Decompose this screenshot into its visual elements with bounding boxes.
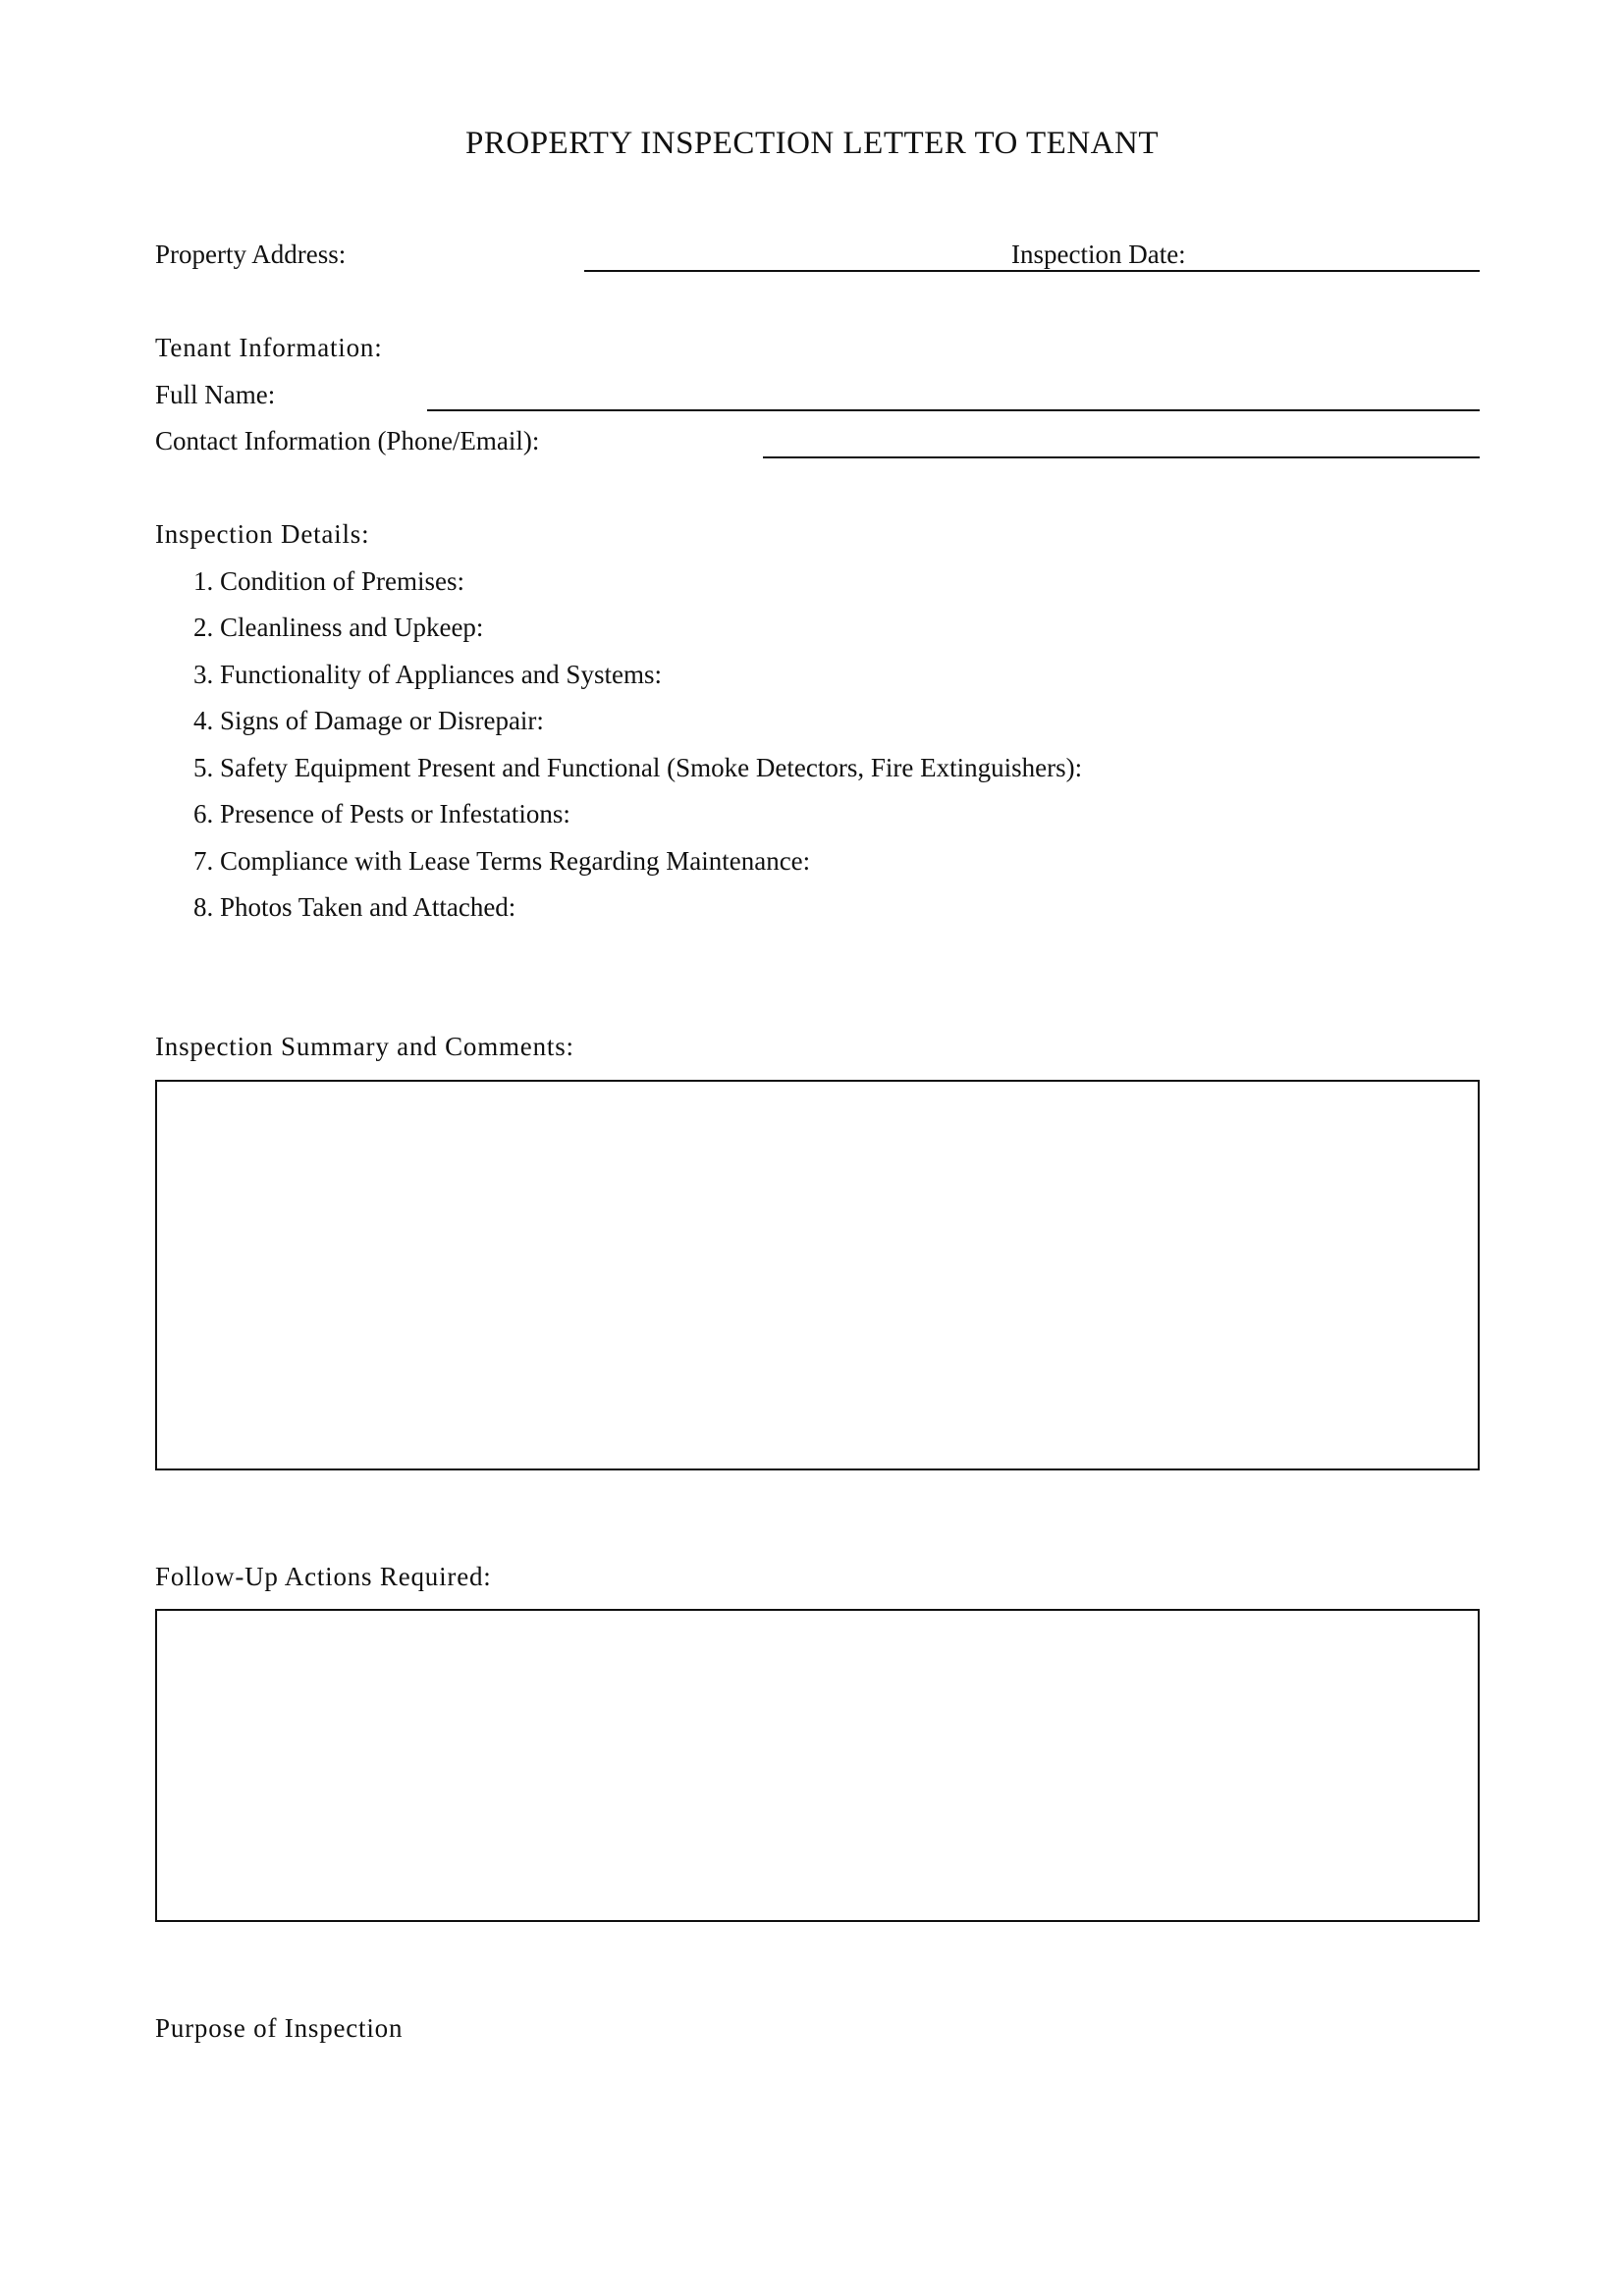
property-address-line[interactable] (584, 270, 1480, 272)
summary-comments-box[interactable] (155, 1080, 1480, 1470)
property-address-label: Property Address: (155, 240, 347, 269)
summary-heading: Inspection Summary and Comments: (155, 1032, 574, 1061)
details-item-appliances: 3. Functionality of Appliances and Systems: (193, 660, 662, 689)
details-item-condition: 1. Condition of Premises: (193, 566, 464, 596)
full-name-label: Full Name: (155, 380, 276, 409)
purpose-heading: Purpose of Inspection (155, 2013, 404, 2043)
contact-info-line[interactable] (763, 456, 1480, 458)
contact-info-label: Contact Information (Phone/Email): (155, 426, 540, 455)
details-item-photos: 8. Photos Taken and Attached: (193, 892, 516, 922)
details-item-cleanliness: 2. Cleanliness and Upkeep: (193, 613, 484, 642)
details-item-compliance: 7. Compliance with Lease Terms Regarding Maintenance: (193, 846, 811, 876)
details-item-damage: 4. Signs of Damage or Disrepair: (193, 706, 544, 735)
details-item-pests: 6. Presence of Pests or Infestations: (193, 799, 570, 828)
inspection-details-heading: Inspection Details: (155, 519, 370, 549)
details-item-safety: 5. Safety Equipment Present and Functional (Smoke Detectors, Fire Extinguishers): (193, 753, 1083, 782)
tenant-section-heading: Tenant Information: (155, 333, 383, 362)
document-title: PROPERTY INSPECTION LETTER TO TENANT (465, 126, 1159, 161)
inspection-date-label: Inspection Date: (1011, 240, 1186, 269)
followup-heading: Follow-Up Actions Required: (155, 1562, 492, 1591)
full-name-line[interactable] (427, 409, 1480, 411)
followup-actions-box[interactable] (155, 1609, 1480, 1922)
